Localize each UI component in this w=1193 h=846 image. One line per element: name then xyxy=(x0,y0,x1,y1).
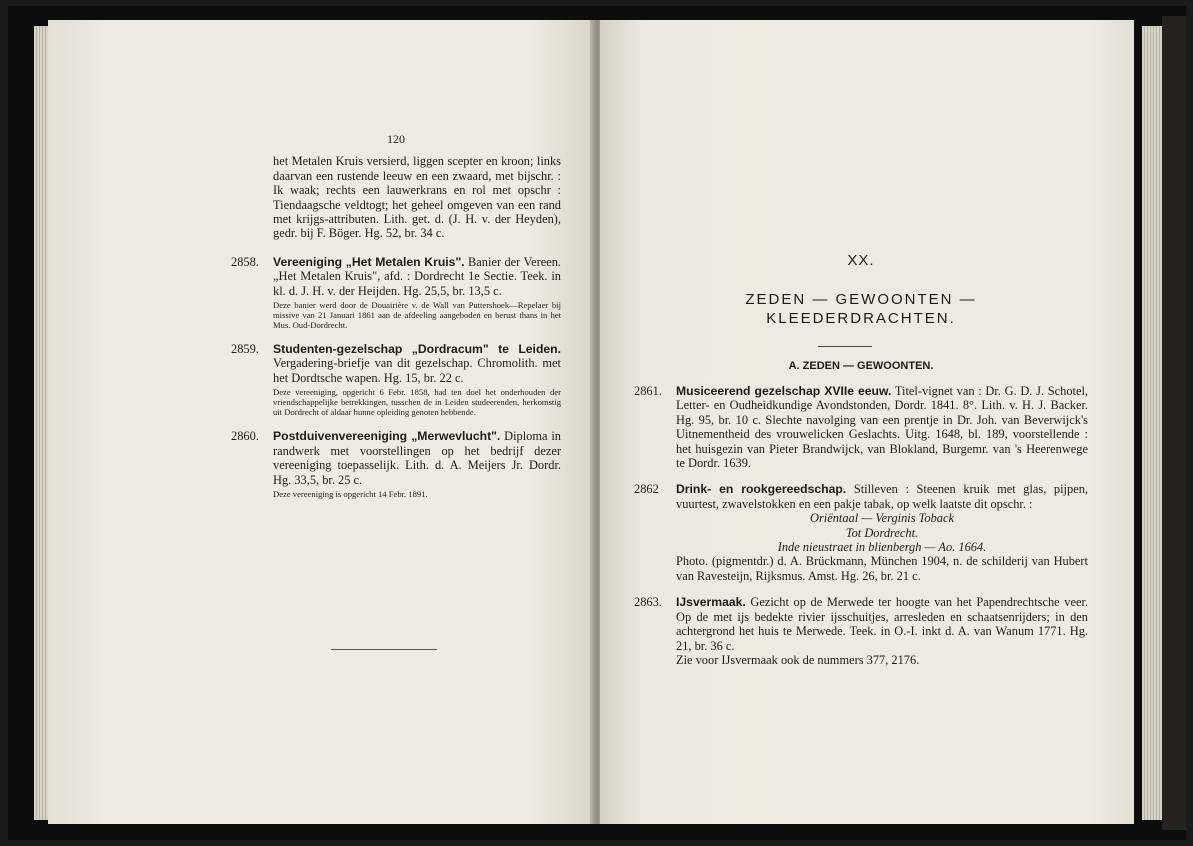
entry-title: Drink- en rookgereedschap. xyxy=(676,482,847,497)
section-title xyxy=(634,290,1088,328)
catalog-entry-2860 xyxy=(231,429,561,499)
end-rule xyxy=(331,649,437,650)
section-title-line-1: ZEDEN — GEWOONTEN — xyxy=(745,291,977,308)
entry-note: Deze banier werd door de Douairière v. de Wall van Puttershoek—Repelaer bij missive van 21 Januari 1861 aan de afdeeling aangeboden en berust thans in het Mus. Oud-Dordrecht. xyxy=(273,300,561,331)
entry-title: Postduivenvereeniging „Merwevlucht". xyxy=(273,429,501,444)
entry-number: 2862 xyxy=(634,482,659,497)
section-title-line-2: KLEEDERDRACHTEN. xyxy=(766,310,956,327)
catalog-entry-2858 xyxy=(231,255,561,330)
left-page-content xyxy=(231,132,561,650)
entry-number: 2859. xyxy=(231,342,259,357)
right-page xyxy=(600,20,1134,824)
entry-cross-reference: Zie voor IJsvermaak ook de nummers 377, 2176. xyxy=(676,652,920,667)
left-page xyxy=(48,20,596,824)
entry-text: Diploma in randwerk met voorstellingen op het bedrijf dezer vereeniging toepasselijk. Lith. d. A. Meijers Jr. Dordr. Hg. 33,5, br. 25 c. xyxy=(273,429,561,487)
entry-number: 2860. xyxy=(231,429,259,444)
catalog-entry-2859 xyxy=(231,342,561,417)
entry-number: 2858. xyxy=(231,254,259,269)
entry-text: Titel-vignet van : Dr. G. D. J. Schotel, Letter- en Oudheidkundige Avondstonden, Dordr. 1841. 8°. Lith. v. H. J. Backer. Hg. 95, br. 10 c. Slechte navolging van een prentje in Dr. Joh. van Beverwijck's Uitnementheid des vrouwelicken Geslachts. Uitg. 1648, bl. 189, voorstellende : het huisgezin van Pieter Brandwijck, van Blokland, Burgemr. van 's Heerenwege te Dordr. 1639. xyxy=(676,384,1088,471)
book-cover-edge xyxy=(1162,16,1186,830)
book-spread xyxy=(8,6,1186,840)
entry-text-continued: Photo. (pigmentdr.) d. A. Brückmann, München 1904, n. de schilderij van Hubert van Ravesteijn, Rijksmus. Amst. Hg. 26, br. 21 c. xyxy=(676,554,1088,583)
entry-text: Gezicht op de Merwede ter hoogte van het Papendrechtsche veer. Op de met ijs bedekte rivier ijsschuitjes, arresleden en schaatsenrijders; in den achtergrond het huis te Merwede. Teek. in O.-I. inkt d. A. van Wanum 1771. Hg. 21, br. 36 c. xyxy=(676,595,1088,653)
entry-text: Stilleven : Steenen kruik met glas, pijpen, vuurtest, zwavelstokken en een pakje tabak, op welk laatste dit opschr. : xyxy=(676,482,1088,511)
right-page-content xyxy=(634,384,1088,679)
entry-number: 2863. xyxy=(634,595,662,610)
entry-note: Deze vereeniging, opgericht 6 Febr. 1858, had ten doel het onderhouden der vriendschappelijke betrekkingen, tusschen de in Leiden studeerenden, herkomstig uit Dordrecht of aldaar hunne opleiding genoten hebbende. xyxy=(273,387,561,418)
inscription-line-1: Oriëntaal — Verginis Toback xyxy=(810,511,954,526)
section-rule xyxy=(818,346,872,347)
subsection-title: A. ZEDEN — GEWOONTEN. xyxy=(788,360,934,372)
inscription-line-2: Tot Dordrecht. xyxy=(845,525,919,540)
continuation-text: het Metalen Kruis versierd, liggen scepter en kroon; links daarvan een rustende leeuw en een zwaard, met bijschr. : Ik waak; rechts een lauwerkrans en rol met opschr : Tiendaagsche veldtogt; het geheel omgeven van een rand met krijgs-attributen. Lith. get. d. (J. H. v. der Heyden), gedr. bij F. Böger. Hg. 52, br. 34 c. xyxy=(273,154,561,241)
page-number: 120 xyxy=(387,132,405,146)
inscription-line-3: Inde nieustraet in blienbergh — Ao. 1664. xyxy=(777,540,987,555)
catalog-entry-2861 xyxy=(634,384,1088,470)
section-number: XX. xyxy=(847,252,875,269)
entry-number: 2861. xyxy=(634,384,662,398)
catalog-entry-2863 xyxy=(634,595,1088,667)
entry-title: Musiceerend gezelschap XVIIe eeuw. xyxy=(676,384,892,398)
entry-title: Studenten-gezelschap „Dordracum" te Leiden. xyxy=(273,342,561,357)
entry-title: IJsvermaak. xyxy=(676,595,746,610)
entry-title: Vereeniging „Het Metalen Kruis". xyxy=(273,254,465,269)
entry-text: Vergadering-briefje van dit gezelschap. Chromolith. met het Dordtsche wapen. Hg. 15, br. 22 c. xyxy=(273,356,561,385)
entry-text: Banier der Vereen. „Het Metalen Kruis", afd. : Dordrecht 1e Sectie. Teek. in kl. d. J. H. v. der Heijden. Hg. 25,5, br. 13,5 c. xyxy=(273,254,561,298)
entry-note: Deze vereeniging is opgericht 14 Febr. 1891. xyxy=(273,488,428,499)
catalog-entry-2862 xyxy=(634,482,1088,583)
page-edges-right xyxy=(1142,26,1164,820)
